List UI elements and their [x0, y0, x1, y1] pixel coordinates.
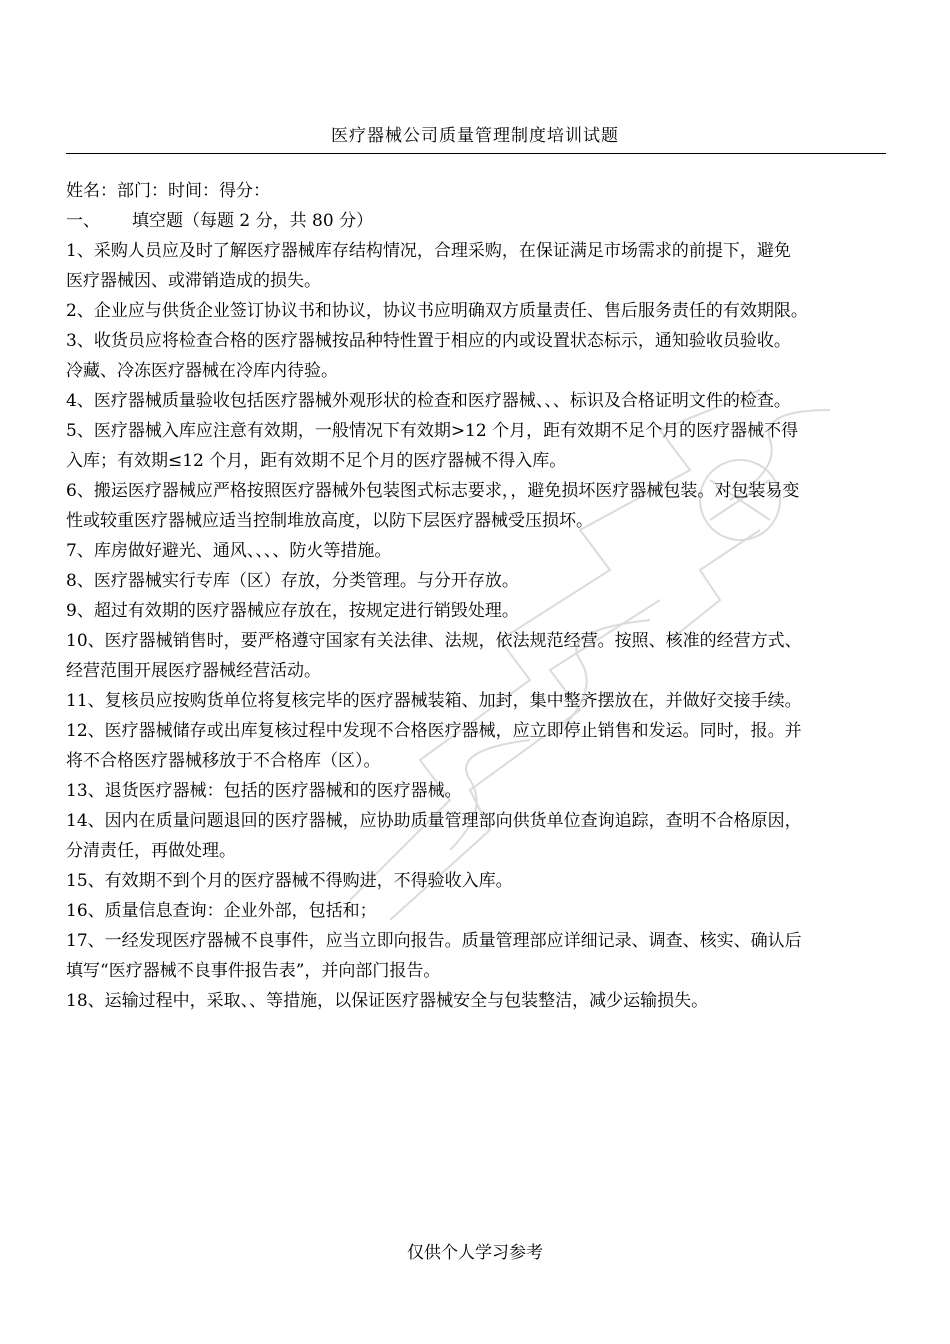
question-line: 冷藏、冷冻医疗器械在冷库内待验。 — [66, 361, 338, 381]
footer-note: 仅供个人学习参考 — [407, 1243, 543, 1263]
question-line: 入库；有效期≤12 个月，距有效期不足个月的医疗器械不得入库。 — [66, 451, 567, 471]
question-list — [66, 236, 886, 1016]
question-line: 16、质量信息查询：企业外部，包括和； — [66, 901, 377, 921]
question-line: 1、采购人员应及时了解医疗器械库存结构情况，合理采购，在保证满足市场需求的前提下，避免 — [66, 241, 791, 261]
question-line: 10、医疗器械销售时，要严格遵守国家有关法律、法规，依法规范经营。按照、核准的经营方式、 — [66, 631, 802, 651]
question-item — [66, 716, 886, 776]
title-underline — [66, 153, 886, 154]
question-line: 分清责任，再做处理。 — [66, 841, 236, 861]
question-item — [66, 326, 886, 386]
question-item — [66, 866, 886, 896]
question-line: 7、库房做好避光、通风、、、、防火等措施。 — [66, 541, 392, 561]
question-item — [66, 926, 886, 986]
section-heading — [66, 206, 886, 236]
question-item — [66, 566, 886, 596]
question-line: 将不合格医疗器械移放于不合格库（区）。 — [66, 751, 381, 771]
question-item — [66, 686, 886, 716]
question-line: 17、一经发现医疗器械不良事件，应当立即向报告。质量管理部应详细记录、调查、核实、确认后 — [66, 931, 802, 951]
question-line: 8、医疗器械实行专库（区）存放，分类管理。与分开存放。 — [66, 571, 519, 591]
question-line: 2、企业应与供货企业签订协议书和协议，协议书应明确双方质量责任、售后服务责任的有效期限。 — [66, 301, 808, 321]
question-line: 4、医疗器械质量验收包括医疗器械外观形状的检查和医疗器械、、、标识及合格证明文件的检查。 — [66, 391, 791, 411]
question-line: 填写“医疗器械不良事件报告表”，并向部门报告。 — [66, 961, 441, 981]
question-line: 3、收货员应将检查合格的医疗器械按品种特性置于相应的内或设置状态标示，通知验收员验收。 — [66, 331, 791, 351]
question-line: 经营范围开展医疗器械经营活动。 — [66, 661, 321, 681]
question-item — [66, 416, 886, 476]
section-label: 填空题（每题 2 分，共 80 分） — [132, 211, 374, 231]
question-item — [66, 776, 886, 806]
question-line: 18、运输过程中，采取、、等措施，以保证医疗器械安全与包装整洁，减少运输损失。 — [66, 991, 709, 1011]
document-body — [66, 176, 886, 1016]
question-item — [66, 296, 886, 326]
question-item — [66, 236, 886, 296]
question-item — [66, 596, 886, 626]
question-line: 9、超过有效期的医疗器械应存放在，按规定进行销毁处理。 — [66, 601, 519, 621]
question-line: 医疗器械因、或滞销造成的损失。 — [66, 271, 321, 291]
section-number: 一、 — [66, 211, 100, 231]
header-info: 姓名：部门：时间：得分： — [66, 181, 270, 201]
question-item — [66, 476, 886, 536]
question-line: 11、复核员应按购货单位将复核完毕的医疗器械装箱、加封，集中整齐摆放在，并做好交接手续。 — [66, 691, 802, 711]
question-item — [66, 536, 886, 566]
question-line: 6、搬运医疗器械应严格按照医疗器械外包装图式标志要求，，避免损坏医疗器械包装。对包装易变 — [66, 481, 800, 501]
question-item — [66, 626, 886, 686]
question-item — [66, 986, 886, 1016]
question-line: 5、医疗器械入库应注意有效期，一般情况下有效期>12 个月，距有效期不足个月的医疗器械不得 — [66, 421, 799, 441]
question-line: 15、有效期不到个月的医疗器械不得购进，不得验收入库。 — [66, 871, 513, 891]
question-line: 14、因内在质量问题退回的医疗器械，应协助质量管理部向供货单位查询追踪，查明不合格原因， — [66, 811, 802, 831]
question-item — [66, 896, 886, 926]
question-line: 12、医疗器械储存或出库复核过程中发现不合格医疗器械，应立即停止销售和发运。同时，报。并 — [66, 721, 802, 741]
document-title: 医疗器械公司质量管理制度培训试题 — [331, 126, 619, 146]
question-line: 13、退货医疗器械：包括的医疗器械和的医疗器械。 — [66, 781, 462, 801]
question-item — [66, 386, 886, 416]
question-item — [66, 806, 886, 866]
question-line: 性或较重医疗器械应适当控制堆放高度，以防下层医疗器械受压损坏。 — [66, 511, 593, 531]
